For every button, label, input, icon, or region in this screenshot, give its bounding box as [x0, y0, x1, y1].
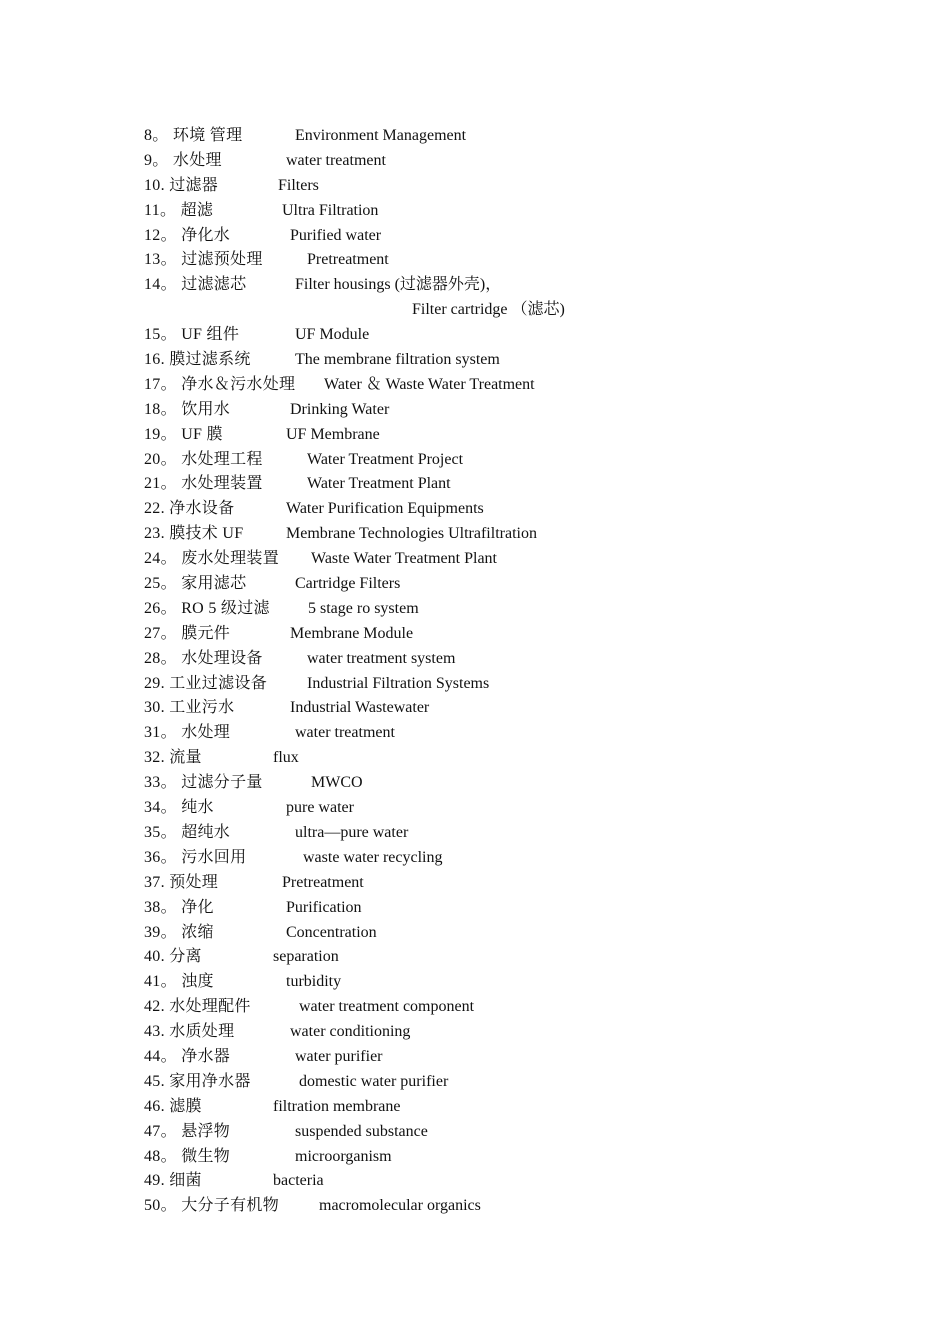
chinese-term: 39。 浓缩 [144, 923, 214, 941]
english-term: Water Treatment Plant [307, 475, 451, 493]
chinese-term: 13。 过滤预处理 [144, 251, 263, 269]
chinese-term: 8。 环境 管理 [144, 127, 243, 144]
english-term: Industrial Filtration Systems [307, 674, 490, 692]
glossary-row [144, 1145, 844, 1170]
glossary-row [144, 273, 844, 298]
glossary-row [144, 995, 844, 1020]
english-term: Pretreatment [282, 873, 364, 891]
glossary-row [144, 323, 844, 348]
glossary-row [144, 199, 844, 224]
english-term: The membrane filtration system [295, 351, 500, 369]
chinese-term: 21。 水处理装置 [144, 475, 263, 493]
glossary-row [144, 896, 844, 921]
glossary-row [144, 771, 844, 796]
chinese-term: 10. 过滤器 [144, 176, 219, 194]
chinese-term: 11。 超滤 [144, 201, 214, 219]
chinese-term: 35。 超纯水 [144, 823, 231, 841]
english-term: water treatment [286, 151, 386, 169]
english-term: Waste Water Treatment Plant [311, 550, 497, 568]
english-term: Water ＆ Waste Water Treatment [324, 375, 535, 393]
chinese-term: 17。 净水＆污水处理 [144, 375, 296, 393]
english-term: Filters [278, 176, 319, 194]
chinese-term: 24。 废水处理装置 [144, 550, 280, 568]
english-term: water purifier [295, 1047, 383, 1065]
glossary-row [144, 174, 844, 199]
chinese-term: 18。 饮用水 [144, 400, 231, 418]
english-term: water conditioning [290, 1023, 411, 1041]
english-term: water treatment [295, 724, 395, 742]
glossary-row [144, 248, 844, 273]
english-term: flux [273, 749, 299, 767]
chinese-term: 40. 分离 [144, 948, 202, 966]
english-term: water treatment system [307, 649, 456, 667]
english-term: Membrane Technologies Ultrafiltration [286, 525, 537, 543]
glossary-row [144, 945, 844, 970]
chinese-term: 48。 微生物 [144, 1147, 231, 1165]
chinese-term: 47。 悬浮物 [144, 1122, 231, 1140]
chinese-term: 50。 大分子有机物 [144, 1197, 280, 1215]
glossary-row [144, 547, 844, 572]
chinese-term: 27。 膜元件 [144, 624, 231, 642]
english-term: Drinking Water [290, 400, 390, 418]
english-term: MWCO [311, 774, 363, 792]
english-term: macromolecular organics [319, 1197, 481, 1215]
chinese-term: 14。 过滤滤芯 [144, 276, 247, 294]
chinese-term: 31。 水处理 [144, 724, 231, 742]
chinese-term: 22. 净水设备 [144, 500, 235, 518]
english-term: Concentration [286, 923, 377, 941]
chinese-term: 42. 水处理配件 [144, 998, 251, 1016]
english-term: Environment Management [295, 127, 467, 144]
english-term: UF Membrane [286, 425, 380, 443]
glossary-row [144, 572, 844, 597]
chinese-term: 36。 污水回用 [144, 848, 247, 866]
english-term: bacteria [273, 1172, 324, 1190]
english-term: UF Module [295, 326, 370, 344]
glossary-row [144, 124, 844, 149]
chinese-term: 26。 RO 5 级过滤 [144, 599, 270, 617]
chinese-term: 49. 细菌 [144, 1172, 202, 1190]
chinese-term: 25。 家用滤芯 [144, 575, 247, 593]
english-term: microorganism [295, 1147, 392, 1165]
english-term: Cartridge Filters [295, 575, 401, 593]
english-term: suspended substance [295, 1122, 428, 1140]
glossary-row [144, 597, 844, 622]
glossary-row [144, 921, 844, 946]
glossary-row [144, 1045, 844, 1070]
glossary-row [144, 224, 844, 249]
chinese-term: 45. 家用净水器 [144, 1072, 251, 1090]
english-term: Purified water [290, 226, 382, 244]
glossary-row [144, 472, 844, 497]
glossary-row [144, 298, 844, 323]
glossary-row [144, 1020, 844, 1045]
chinese-term: 44。 净水器 [144, 1047, 231, 1065]
english-term: Purification [286, 898, 362, 916]
glossary-row [144, 497, 844, 522]
english-term: filtration membrane [273, 1097, 401, 1115]
chinese-term: 12。 净化水 [144, 226, 231, 244]
english-term: Membrane Module [290, 624, 414, 642]
chinese-term: 43. 水质处理 [144, 1023, 235, 1041]
glossary-row [144, 821, 844, 846]
chinese-term: 15。 UF 组件 [144, 326, 240, 344]
glossary-row [144, 522, 844, 547]
glossary-row [144, 1194, 844, 1219]
english-term: separation [273, 948, 339, 966]
glossary-row [144, 1120, 844, 1145]
chinese-term: 23. 膜技术 UF [144, 525, 244, 543]
glossary-row [144, 149, 844, 174]
chinese-term: 28。 水处理设备 [144, 649, 263, 667]
english-term: domestic water purifier [299, 1072, 449, 1090]
english-term: Water Purification Equipments [286, 500, 484, 518]
glossary-row [144, 622, 844, 647]
english-term: pure water [286, 799, 354, 817]
glossary-row [144, 970, 844, 995]
glossary-row [144, 721, 844, 746]
glossary-row [144, 348, 844, 373]
glossary-row [144, 1169, 844, 1194]
chinese-term: 29. 工业过滤设备 [144, 674, 268, 692]
chinese-term: 33。 过滤分子量 [144, 774, 263, 792]
english-term: Water Treatment Project [307, 450, 464, 468]
chinese-term: 16. 膜过滤系统 [144, 351, 251, 369]
english-term: Ultra Filtration [282, 201, 379, 219]
chinese-term: 19。 UF 膜 [144, 425, 223, 443]
glossary-row [144, 373, 844, 398]
glossary-row [144, 696, 844, 721]
chinese-term: 38。 净化 [144, 898, 214, 916]
chinese-term: 46. 滤膜 [144, 1097, 202, 1115]
chinese-term: 34。 纯水 [144, 799, 214, 817]
english-term: Industrial Wastewater [290, 699, 430, 717]
chinese-term: 37. 预处理 [144, 873, 219, 891]
english-term: 5 stage ro system [308, 599, 419, 617]
glossary-row [144, 746, 844, 771]
glossary-row [144, 846, 844, 871]
english-term: water treatment component [299, 998, 475, 1016]
glossary-row [144, 1095, 844, 1120]
english-term: turbidity [286, 973, 342, 991]
chinese-term: 41。 浊度 [144, 973, 214, 991]
english-term: Pretreatment [307, 251, 389, 269]
glossary-row [144, 796, 844, 821]
chinese-term: 20。 水处理工程 [144, 450, 263, 468]
english-term: ultra—pure water [295, 823, 409, 841]
glossary-row [144, 1070, 844, 1095]
english-term: Filter cartridge （滤芯) [412, 301, 565, 319]
english-term: waste water recycling [303, 848, 443, 866]
glossary-row [144, 871, 844, 896]
glossary-row [144, 672, 844, 697]
glossary-row [144, 398, 844, 423]
english-term: Filter housings (过滤器外壳)， [295, 276, 502, 294]
glossary-row [144, 423, 844, 448]
glossary-list [144, 124, 844, 1219]
glossary-row [144, 448, 844, 473]
glossary-row [144, 647, 844, 672]
chinese-term: 32. 流量 [144, 749, 202, 767]
chinese-term: 30. 工业污水 [144, 699, 235, 717]
chinese-term: 9。 水处理 [144, 151, 222, 169]
